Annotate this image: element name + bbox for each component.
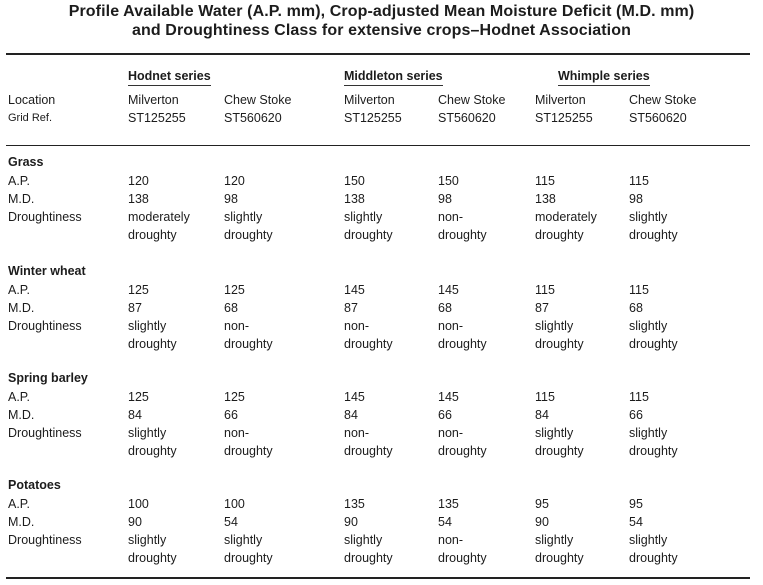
row-label-ap: A.P. [8, 390, 31, 404]
value-cell-ap: 150 [438, 174, 459, 188]
value-cell-d1: slightly [629, 426, 668, 440]
value-cell-d1: slightly [535, 426, 574, 440]
value-cell-d2: droughty [629, 551, 678, 565]
value-cell-d2: droughty [224, 551, 273, 565]
location-name: Milverton [344, 93, 395, 107]
value-cell-md: 90 [128, 515, 142, 529]
value-cell-ap: 145 [344, 390, 365, 404]
value-cell-md: 54 [438, 515, 452, 529]
value-cell-ap: 100 [128, 497, 149, 511]
value-cell-md: 98 [629, 192, 643, 206]
crop-name: Potatoes [8, 478, 61, 492]
value-cell-d1: slightly [128, 533, 167, 547]
location-name: Chew Stoke [629, 93, 697, 107]
value-cell-d2: droughty [629, 337, 678, 351]
value-cell-d2: droughty [438, 551, 487, 565]
table-title [0, 2, 763, 40]
value-cell-md: 66 [629, 408, 643, 422]
value-cell-d2: droughty [344, 444, 393, 458]
value-cell-d1: slightly [344, 210, 383, 224]
value-cell-d2: droughty [535, 444, 584, 458]
value-cell-d2: droughty [535, 337, 584, 351]
value-cell-ap: 125 [128, 390, 149, 404]
value-cell-md: 66 [438, 408, 452, 422]
value-cell-ap: 115 [629, 174, 649, 188]
value-cell-d1: slightly [629, 210, 668, 224]
crop-name: Grass [8, 155, 44, 169]
value-cell-md: 90 [535, 515, 549, 529]
value-cell-d1: non- [438, 426, 464, 440]
value-cell-d1: slightly [344, 533, 383, 547]
location-name: Chew Stoke [224, 93, 292, 107]
value-cell-d2: droughty [629, 228, 678, 242]
value-cell-d2: droughty [128, 337, 177, 351]
value-cell-ap: 125 [224, 390, 245, 404]
value-cell-d1: slightly [535, 533, 574, 547]
value-cell-d2: droughty [224, 444, 273, 458]
row-label-md: M.D. [8, 515, 35, 529]
value-cell-d2: droughty [128, 551, 177, 565]
row-label-ap: A.P. [8, 283, 31, 297]
value-cell-d1: non- [438, 319, 464, 333]
row-label-droughtiness: Droughtiness [8, 426, 82, 440]
value-cell-md: 84 [344, 408, 358, 422]
value-cell-md: 54 [629, 515, 643, 529]
location-grid-ref: ST125255 [344, 111, 402, 125]
value-cell-md: 138 [344, 192, 365, 206]
value-cell-ap: 115 [535, 390, 555, 404]
value-cell-ap: 120 [128, 174, 149, 188]
value-cell-d1: non- [224, 426, 250, 440]
value-cell-d1: slightly [629, 319, 668, 333]
series-header-hodnet: Hodnet series [128, 69, 211, 86]
row-label-ap: A.P. [8, 497, 31, 511]
value-cell-d2: droughty [224, 228, 273, 242]
value-cell-ap: 125 [128, 283, 149, 297]
value-cell-ap: 115 [535, 174, 555, 188]
value-cell-md: 87 [535, 301, 549, 315]
value-cell-md: 138 [535, 192, 556, 206]
row-label-md: M.D. [8, 301, 35, 315]
value-cell-md: 138 [128, 192, 149, 206]
title-line-2: and Droughtiness Class for extensive crops–Hodnet Association [132, 22, 631, 39]
title-line-1: Profile Available Water (A.P. mm), Crop-adjusted Mean Moisture Deficit (M.D. mm) [68, 3, 695, 20]
value-cell-d1: moderately [535, 210, 597, 224]
value-cell-ap: 115 [629, 283, 649, 297]
value-cell-ap: 100 [224, 497, 245, 511]
value-cell-d2: droughty [535, 551, 584, 565]
value-cell-d2: droughty [344, 551, 393, 565]
value-cell-ap: 135 [438, 497, 459, 511]
value-cell-d1: slightly [224, 533, 263, 547]
value-cell-d2: droughty [344, 337, 393, 351]
value-cell-d1: non- [344, 426, 370, 440]
series-header-middleton: Middleton series [344, 69, 443, 86]
location-grid-ref: ST125255 [535, 111, 593, 125]
location-grid-ref: ST560620 [629, 111, 687, 125]
bottom-rule [6, 577, 750, 579]
value-cell-d2: droughty [224, 337, 273, 351]
value-cell-d1: non- [438, 210, 464, 224]
value-cell-ap: 145 [438, 390, 459, 404]
value-cell-md: 68 [629, 301, 643, 315]
grid-ref-label: Grid Ref. [8, 112, 53, 124]
value-cell-d2: droughty [128, 228, 177, 242]
value-cell-d1: moderately [128, 210, 190, 224]
value-cell-md: 66 [224, 408, 238, 422]
location-name: Milverton [535, 93, 586, 107]
top-rule [6, 53, 750, 55]
value-cell-md: 98 [438, 192, 452, 206]
value-cell-d1: slightly [128, 319, 167, 333]
value-cell-d1: non- [438, 533, 464, 547]
series-header-whimple: Whimple series [558, 69, 650, 86]
location-grid-ref: ST125255 [128, 111, 186, 125]
value-cell-ap: 135 [344, 497, 365, 511]
value-cell-md: 54 [224, 515, 238, 529]
row-label-md: M.D. [8, 408, 35, 422]
value-cell-d2: droughty [438, 228, 487, 242]
location-name: Chew Stoke [438, 93, 506, 107]
value-cell-d2: droughty [535, 228, 584, 242]
value-cell-md: 84 [128, 408, 142, 422]
row-label-ap: A.P. [8, 174, 31, 188]
location-grid-ref: ST560620 [224, 111, 282, 125]
location-grid-ref: ST560620 [438, 111, 496, 125]
value-cell-ap: 115 [535, 283, 555, 297]
value-cell-ap: 95 [535, 497, 549, 511]
value-cell-ap: 145 [438, 283, 459, 297]
row-label-droughtiness: Droughtiness [8, 533, 82, 547]
value-cell-ap: 115 [629, 390, 649, 404]
value-cell-md: 87 [128, 301, 142, 315]
value-cell-d1: non- [224, 319, 250, 333]
location-label: Location [8, 93, 56, 107]
value-cell-d2: droughty [128, 444, 177, 458]
value-cell-d2: droughty [629, 444, 678, 458]
value-cell-md: 98 [224, 192, 238, 206]
value-cell-ap: 150 [344, 174, 365, 188]
value-cell-d2: droughty [438, 444, 487, 458]
value-cell-d1: slightly [629, 533, 668, 547]
value-cell-d2: droughty [344, 228, 393, 242]
crop-name: Winter wheat [8, 264, 86, 278]
value-cell-md: 84 [535, 408, 549, 422]
value-cell-ap: 120 [224, 174, 245, 188]
value-cell-ap: 95 [629, 497, 643, 511]
row-label-droughtiness: Droughtiness [8, 319, 82, 333]
value-cell-d1: slightly [535, 319, 574, 333]
row-label-md: M.D. [8, 192, 35, 206]
location-name: Milverton [128, 93, 179, 107]
value-cell-md: 68 [224, 301, 238, 315]
value-cell-d1: slightly [224, 210, 263, 224]
value-cell-md: 68 [438, 301, 452, 315]
value-cell-md: 87 [344, 301, 358, 315]
value-cell-d1: slightly [128, 426, 167, 440]
header-rule [6, 145, 750, 146]
value-cell-md: 90 [344, 515, 358, 529]
value-cell-ap: 125 [224, 283, 245, 297]
crop-name: Spring barley [8, 371, 88, 385]
value-cell-d2: droughty [438, 337, 487, 351]
row-label-droughtiness: Droughtiness [8, 210, 82, 224]
value-cell-ap: 145 [344, 283, 365, 297]
value-cell-d1: non- [344, 319, 370, 333]
